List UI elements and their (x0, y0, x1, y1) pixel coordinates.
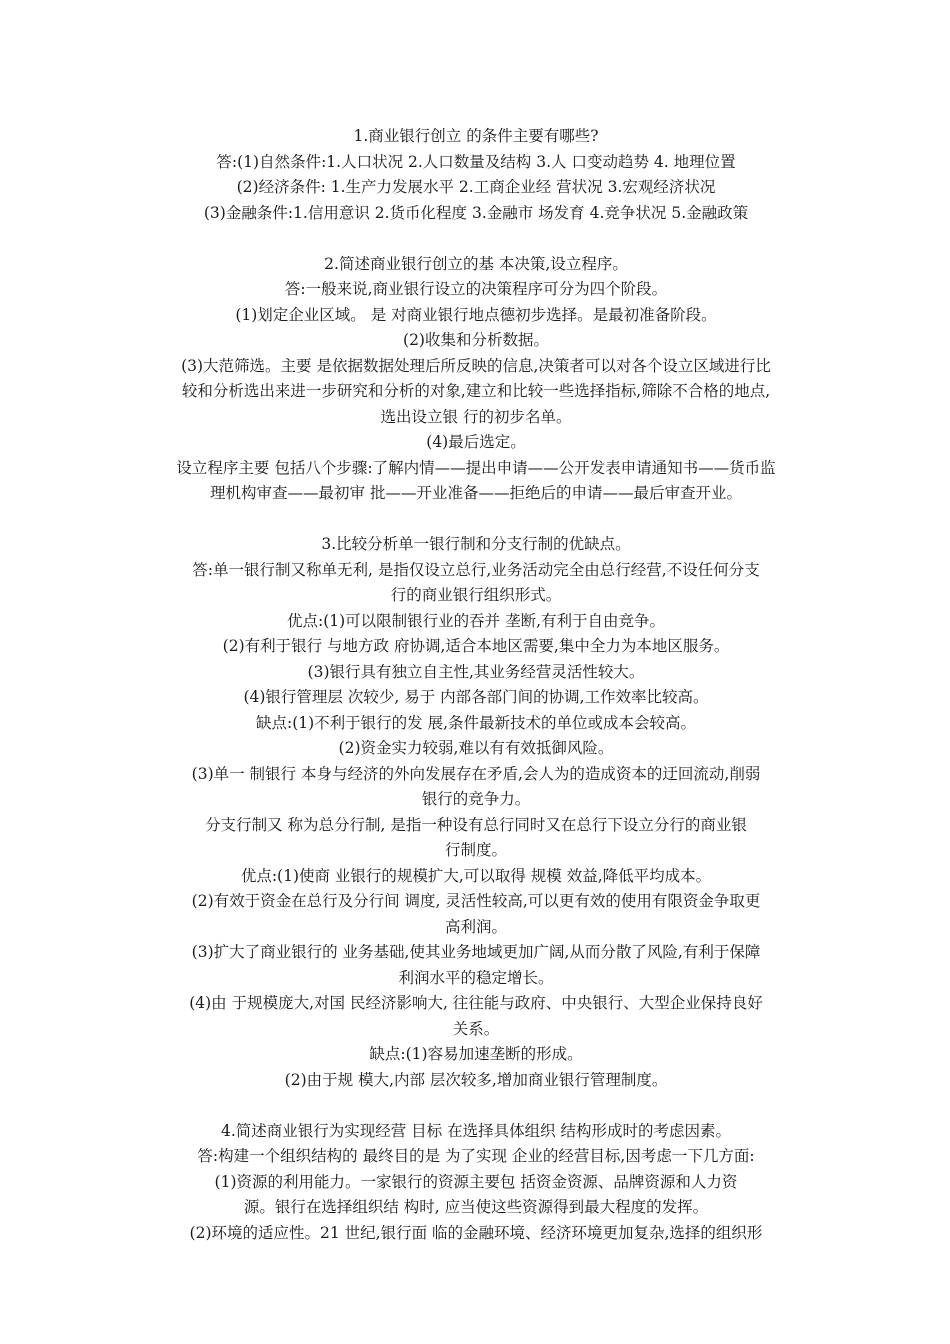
text-line: 行的商业银行组织形式。 (390, 586, 562, 604)
text-line: 分支行制又 称为总分行制, 是指一种设有总行同时又在总行下设立分行的商业银 (205, 815, 747, 834)
section-spacer (140, 507, 812, 533)
text-line: 缺点:(1)不利于银行的发 展,条件最新技术的单位或成本会较高。 (255, 713, 697, 732)
text-line: 设立程序主要 包括八个步骤:了解内情——提出申请——公开发表申请通知书——货币监 (176, 458, 776, 477)
text-line: 银行的竞争力。 (421, 790, 531, 808)
text-line: 选出设立银 行的初步名单。 (380, 407, 572, 426)
section-spacer (140, 226, 812, 252)
text-line: (2)收集和分析数据。 (403, 331, 549, 349)
question-title: 3.比较分析单一银行制和分支行制的优缺点。 (321, 535, 631, 553)
text-line: (4)最后选定。 (426, 433, 526, 451)
question-title: 2.简述商业银行创立的基 本决策,设立程序。 (324, 254, 628, 273)
text-line: 源。银行在选择组织结 构时, 应当使这些资源得到最大程度的发挥。 (243, 1198, 709, 1216)
section-1 (140, 124, 812, 226)
section-spacer (140, 1093, 812, 1119)
text-line: (2)由于规 模大,内部 层次较多,增加商业银行管理制度。 (284, 1070, 668, 1089)
text-line: (2)资金实力较弱,难以有有效抵御风险。 (338, 739, 614, 757)
text-line: (3)金融条件:1.信用意识 2.货币化程度 3.金融市 场发育 4.竞争状况 5.金融政策 (203, 203, 749, 222)
question-title: 4.简述商业银行为实现经营 目标 在选择具体组织 结构形成时的考虑因素。 (220, 1121, 732, 1140)
text-line: (3)扩大了商业银行的 业务基础,使其业务地域更加广阔,从而分散了风险,有利于保障 (191, 943, 761, 961)
text-line: (1)资源的利用能力。一家银行的资源主要包 括资金资源、品牌资源和人力资 (214, 1172, 738, 1191)
text-line: (3)大范筛选。主要 是依据数据处理后所反映的信息,决策者可以对各个设立区域进行比 (181, 356, 771, 375)
text-line: (4)由 于规模庞大,对国 民经济影响大, 往往能与政府、中央银行、大型企业保持良好 (189, 994, 763, 1012)
text-line: 答:单一银行制又称单无利, 是指仅设立总行,业务活动完全由总行经营,不设任何分支 (192, 560, 760, 579)
text-line: 利润水平的稳定增长。 (398, 968, 554, 987)
text-line: (3)单一 制银行 本身与经济的外向发展存在矛盾,会人为的造成资本的迂回流动,削弱 (191, 764, 761, 783)
text-line: 高利润。 (444, 917, 507, 936)
section-3 (140, 532, 812, 1093)
text-line: 答:(1)自然条件:1.人口状况 2.人口数量及结构 3.人 口变动趋势 4. 地理位置 (216, 152, 736, 171)
text-line: 行制度。 (444, 841, 507, 859)
text-line: 优点:(1)使商 业银行的规模扩大,可以取得 规模 效益,降低平均成本。 (240, 866, 712, 885)
text-line: 关系。 (452, 1019, 500, 1038)
text-line: (1)划定企业区域。 是 对商业银行地点德初步选择。是最初准备阶段。 (235, 305, 717, 324)
text-line: 理机构审查——最初审 批——开业准备——拒绝后的申请——最后审查开业。 (210, 484, 742, 502)
text-line: 答:一般来说,商业银行设立的决策程序可分为四个阶段。 (284, 280, 668, 298)
text-line: (4)银行管理层 次较少, 易于 内部各部门间的协调,工作效率比较高。 (243, 688, 709, 706)
text-line: 缺点:(1)容易加速垄断的形成。 (369, 1045, 583, 1063)
text-line: (2)有效于资金在总行及分行间 调度, 灵活性较高,可以更有效的使用有限资金争取更 (191, 892, 761, 910)
text-line: (2)环境的适应性。21 世纪,银行面 临的金融环境、经济环境更加复杂,选择的组织形 (189, 1223, 763, 1242)
section-4 (140, 1119, 812, 1247)
section-2 (140, 252, 812, 507)
document-body (140, 124, 812, 1246)
text-line: 答:构建一个组织结构的 最终目的是 为了实现 企业的经营目标,因考虑一下几方面: (197, 1147, 755, 1165)
question-title: 1.商业银行创立 的条件主要有哪些? (353, 127, 599, 145)
text-line: 较和分析选出来进一步研究和分析的对象,建立和比较一些选择指标,筛除不合格的地点, (181, 382, 771, 400)
text-line: 优点:(1)可以限制银行业的吞并 垄断,有利于自由竞争。 (286, 611, 666, 630)
text-line: (2)有利于银行 与地方政 府协调,适合本地区需要,集中全力为本地区服务。 (222, 637, 730, 655)
text-line: (2)经济条件: 1.生产力发展水平 2.工商企业经 营状况 3.宏观经济状况 (236, 178, 716, 196)
text-line: (3)银行具有独立自主性,其业务经营灵活性较大。 (307, 662, 645, 681)
